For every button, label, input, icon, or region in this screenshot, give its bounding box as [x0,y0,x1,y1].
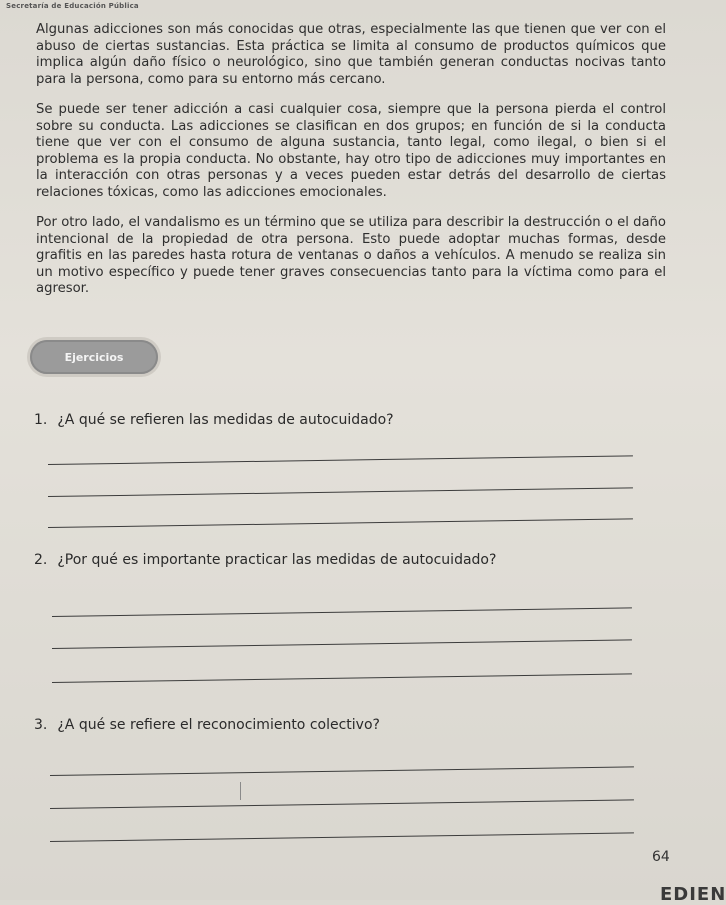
paragraph-addictions-intro: Algunas adicciones son más conocidas que otras, especialmente las que tienen que ver con el abuso de ciertas sustancias. Esta práctica se limita al consumo de productos químicos que implica algún daño físico o neurológico, sino que también generan conductas nocivas tanto para la persona, como para su entorno más cercano. [36,22,666,87]
answer-line[interactable] [52,673,632,683]
question-3-number: 3. [34,717,48,733]
answer-line[interactable] [52,639,632,649]
question-1 [34,412,394,428]
page-number: 64 [652,849,670,865]
question-2-text: ¿Por qué es importante practicar las medidas de autocuidado? [57,552,497,568]
question-2 [34,552,496,568]
question-1-text: ¿A qué se refieren las medidas de autocuidado? [57,412,394,428]
answer-line[interactable] [50,766,634,776]
answer-line[interactable] [50,799,634,809]
paragraph-addiction-types: Se puede ser tener adicción a casi cualquier cosa, siempre que la persona pierda el control sobre su conducta. Las adicciones se clasifican en dos grupos; en función de si la conducta tiene que ver con el consumo de alguna sustancia, tanto legal, como ilegal, o bien si el problema es la propia conducta. No obstante, hay otro tipo de adicciones muy importantes en la interacción con otras personas y a veces pueden estar detrás del desarrollo de ciertas relaciones tóxicas, como las adicciones emocionales. [36,102,666,200]
question-2-number: 2. [34,552,48,568]
institution-header: Secretaría de Educación Pública [6,2,139,10]
question-1-number: 1. [34,412,48,428]
answer-line[interactable] [52,607,632,617]
question-3-text: ¿A qué se refiere el reconocimiento colectivo? [57,717,380,733]
question-3 [34,717,380,733]
exercises-label-text: Ejercicios [64,350,124,364]
exercises-label [30,340,158,374]
answer-line[interactable] [48,455,633,465]
pencil-mark [240,782,241,800]
footer-brand: EDIEN [660,884,726,905]
answer-line[interactable] [50,832,634,842]
answer-line[interactable] [48,518,633,528]
paragraph-vandalism: Por otro lado, el vandalismo es un término que se utiliza para describir la destrucción o el daño intencional de la propiedad de otra persona. Esto puede adoptar muchas formas, desde grafitis en las paredes hasta rotura de ventanas o daños a vehículos. A menudo se realiza sin un motivo específico y puede tener graves consecuencias tanto para la víctima como para el agresor. [36,215,666,297]
answer-line[interactable] [48,487,633,497]
